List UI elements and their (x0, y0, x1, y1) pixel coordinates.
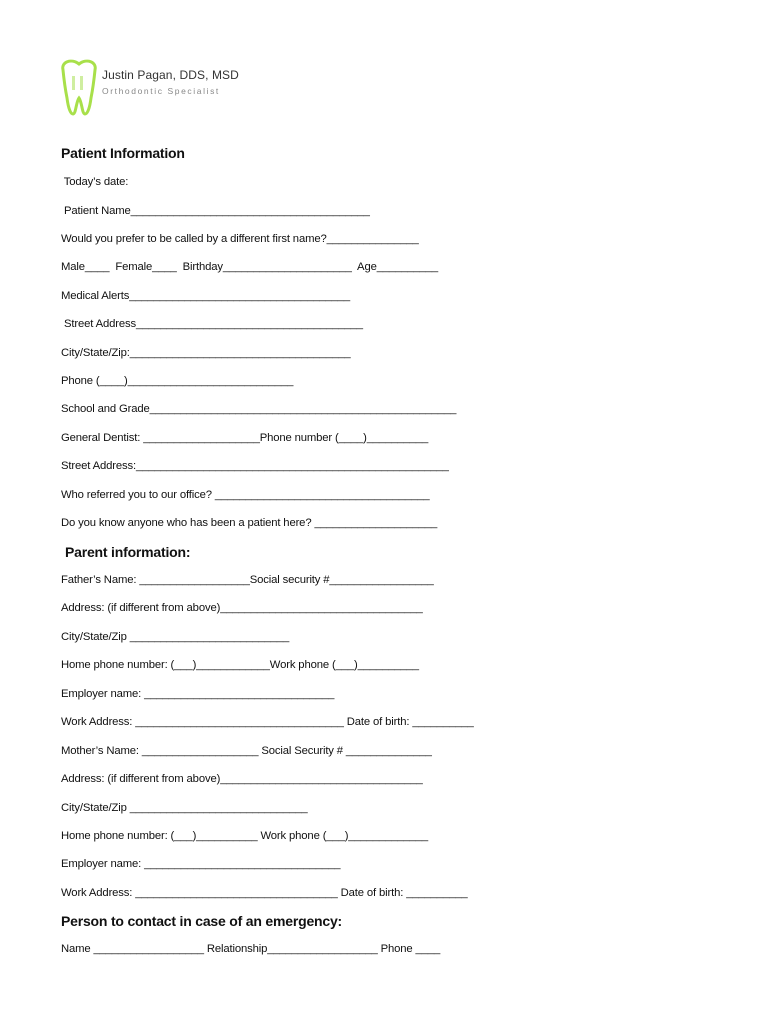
patient-info-heading: Patient Information (61, 145, 185, 161)
school-grade-field[interactable]: School and Grade__________________________________________________ (61, 403, 457, 415)
mother-employer-field[interactable]: Employer name: ________________________________ (61, 858, 341, 870)
practice-subtitle: Orthodontic Specialist (102, 86, 220, 96)
patient-name-field[interactable]: Patient Name_______________________________________ (61, 205, 370, 217)
father-employer-field[interactable]: Employer name: _______________________________ (61, 688, 335, 700)
father-phones-field[interactable]: Home phone number: (___)____________Work phone (___)__________ (61, 659, 419, 671)
phone-field[interactable]: Phone (____)___________________________ (61, 375, 294, 387)
tooth-logo-icon (57, 58, 101, 116)
medical-alerts-field[interactable]: Medical Alerts____________________________________ (61, 290, 350, 302)
known-patient-field[interactable]: Do you know anyone who has been a patient here? ____________________ (61, 517, 438, 529)
todays-date-field[interactable]: Today’s date: (61, 176, 129, 188)
sex-birthday-age-field[interactable]: Male____ Female____ Birthday_____________________ Age__________ (61, 261, 439, 273)
mother-address-field[interactable]: Address: (if different from above)_________________________________ (61, 773, 423, 785)
preferred-name-field[interactable]: Would you prefer to be called by a different first name?_______________ (61, 233, 419, 245)
father-work-address-dob-field[interactable]: Work Address: __________________________________ Date of birth: __________ (61, 716, 474, 728)
mother-phones-field[interactable]: Home phone number: (___)__________ Work phone (___)_____________ (61, 830, 429, 842)
father-address-field[interactable]: Address: (if different from above)_________________________________ (61, 602, 423, 614)
street-address-field[interactable]: Street Address_____________________________________ (61, 318, 363, 330)
father-name-ssn-field[interactable]: Father’s Name: __________________Social security #_________________ (61, 574, 434, 586)
dentist-address-field[interactable]: Street Address:___________________________________________________ (61, 460, 449, 472)
referred-by-field[interactable]: Who referred you to our office? ___________________________________ (61, 489, 430, 501)
mother-name-ssn-field[interactable]: Mother’s Name: ___________________ Social Security # ______________ (61, 745, 432, 757)
mother-city-state-zip-field[interactable]: City/State/Zip _____________________________ (61, 802, 308, 814)
parent-info-heading: Parent information: (65, 544, 191, 560)
general-dentist-field[interactable]: General Dentist: ___________________Phone number (____)__________ (61, 432, 429, 444)
emergency-contact-heading: Person to contact in case of an emergency: (61, 913, 343, 929)
emergency-contact-field[interactable]: Name __________________ Relationship__________________ Phone ____ (61, 943, 441, 955)
city-state-zip-field[interactable]: City/State/Zip:____________________________________ (61, 347, 351, 359)
practice-name: Justin Pagan, DDS, MSD (102, 68, 239, 82)
father-city-state-zip-field[interactable]: City/State/Zip __________________________ (61, 631, 290, 643)
mother-work-address-dob-field[interactable]: Work Address: _________________________________ Date of birth: __________ (61, 887, 468, 899)
